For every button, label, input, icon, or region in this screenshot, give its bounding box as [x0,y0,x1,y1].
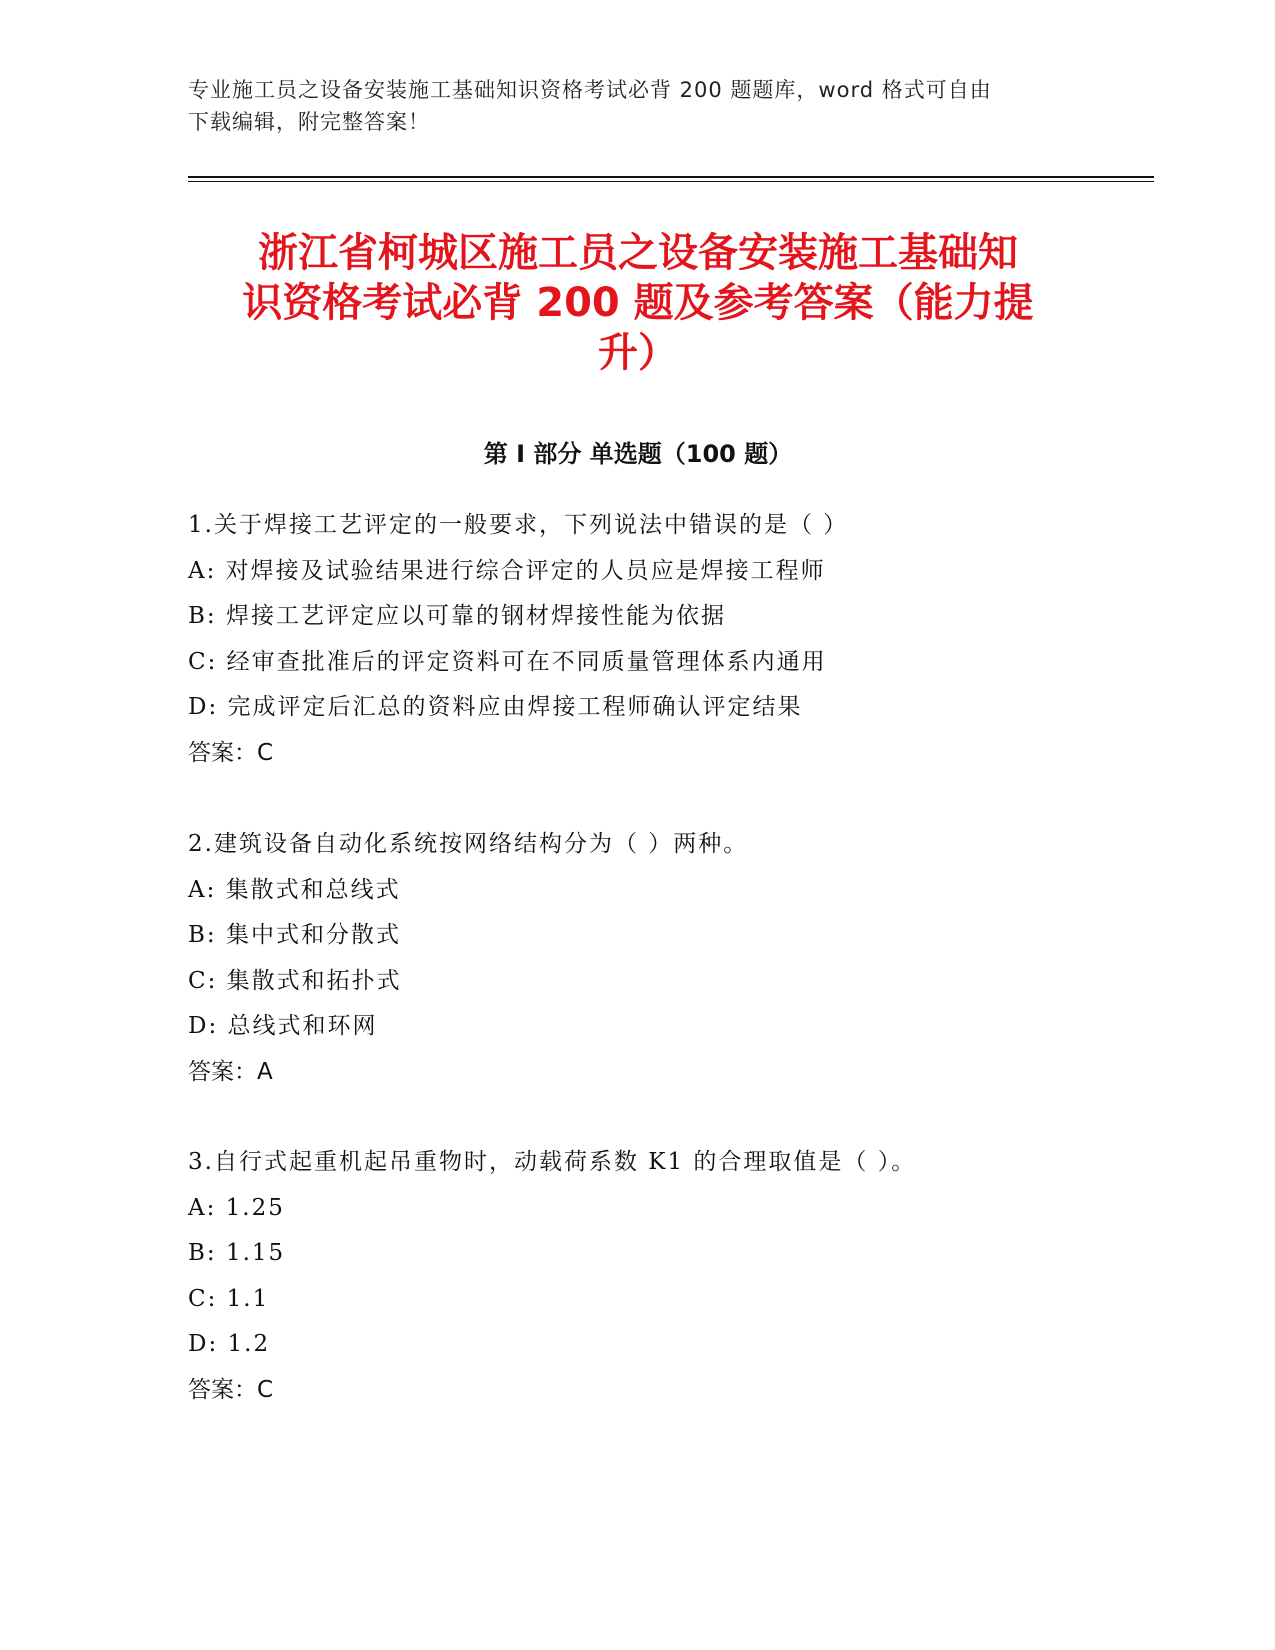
document-title-line-2: 识资格考试必背 200 题及参考答案（能力提 [242,280,1034,326]
document-title [188,228,1088,378]
option-a: A: 1.25 [188,1194,285,1221]
header-divider-thin [188,181,1154,182]
header-note [188,74,1088,138]
header-note-line-2: 下载编辑，附完整答案！ [188,110,430,134]
question-stem: 3.自行式起重机起吊重物时，动载荷系数 K1 的合理取值是（ ）。 [188,1149,917,1175]
option-d: D: 1.2 [188,1331,271,1357]
option-c: C: 1.1 [188,1285,270,1312]
option-c: C: 经审查批准后的评定资料可在不同质量管理体系内通用 [188,648,827,675]
question-stem: 2.建筑设备自动化系统按网络结构分为（ ）两种。 [188,831,749,857]
header-divider-thick [188,176,1154,178]
question-stem: 1.关于焊接工艺评定的一般要求，下列说法中错误的是（ ） [188,512,849,538]
option-c: C: 集散式和拓扑式 [188,967,402,994]
question-2 [188,822,1148,1095]
answer: 答案：A [188,1058,273,1085]
option-b: B: 1.15 [188,1240,286,1266]
section-title: 第 I 部分 单选题（100 题） [483,440,793,468]
answer: 答案：C [188,1376,274,1403]
document-title-line-3: 升） [598,330,678,376]
option-a: A: 集散式和总线式 [188,876,401,903]
option-b: B: 焊接工艺评定应以可靠的钢材焊接性能为依据 [188,603,726,629]
question-3 [188,1140,1148,1413]
option-a: A: 对焊接及试验结果进行综合评定的人员应是焊接工程师 [188,557,826,584]
answer: 答案：C [188,739,274,766]
option-d: D: 完成评定后汇总的资料应由焊接工程师确认评定结果 [188,694,803,720]
question-1 [188,503,1148,776]
option-d: D: 总线式和环网 [188,1013,378,1039]
header-note-line-1: 专业施工员之设备安装施工基础知识资格考试必背 200 题题库，word 格式可自由 [188,78,992,102]
option-b: B: 集中式和分散式 [188,922,401,948]
document-title-line-1: 浙江省柯城区施工员之设备安装施工基础知 [258,230,1018,276]
